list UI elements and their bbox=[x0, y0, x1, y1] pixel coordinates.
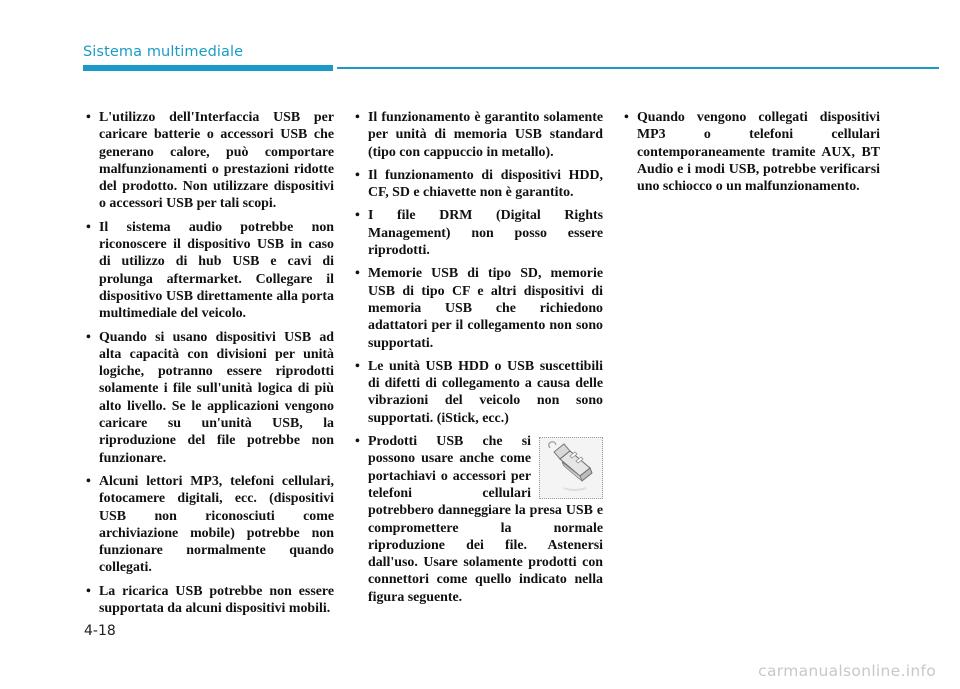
bullet-glyph: • bbox=[86, 110, 91, 125]
column-2 bbox=[355, 109, 603, 612]
bullet-glyph: • bbox=[355, 434, 360, 450]
bullet-glyph: • bbox=[86, 219, 91, 235]
item-text: Prodotti USB che si possono usare anche come portachiavi o accessori per telefoni cellulari potrebbero danneggiare la presa USB e compromettere la normale riproduzione dei file. Astenersi dall'uso. Usare solamente prodotti con connettori come quello indicato nella figura seguente. bbox=[368, 434, 603, 605]
list-item bbox=[624, 109, 880, 195]
bullet-glyph: • bbox=[355, 110, 360, 125]
bullet-list bbox=[86, 109, 334, 617]
bullet-glyph: • bbox=[355, 266, 360, 282]
bullet-glyph: • bbox=[355, 358, 360, 374]
item-text: Quando si usano dispositivi USB ad alta capacità con divisioni per unità logiche, potranno essere riprodotti solamente i file sull'unità logica di più alto livello. Se le applicazioni vengono caricare su un'unità USB, la riproduzione del file potrebbe non funzionare. bbox=[99, 329, 334, 466]
item-text: Memorie USB di tipo SD, memorie USB di tipo CF e altri dispositivi di memoria USB che richiedono adattatori per il collegamento non sono supportati. bbox=[368, 266, 603, 351]
bullet-glyph: • bbox=[86, 473, 91, 489]
item-text: Alcuni lettori MP3, telefoni cellulari, fotocamere digitali, ecc. (dispositivi USB non riconosciuti come archiviazione mobile) potrebbe non funzionare normalmente quando collegati. bbox=[99, 473, 334, 576]
section-title: Sistema multimediale bbox=[83, 44, 244, 60]
item-text: Il funzionamento è garantito solamente per unità di memoria USB standard (tipo con cappuccio in metallo). bbox=[368, 110, 603, 160]
list-item bbox=[86, 219, 334, 323]
list-item bbox=[86, 109, 334, 213]
list-item bbox=[86, 329, 334, 467]
bullet-glyph: • bbox=[86, 329, 91, 345]
item-text: Il funzionamento di dispositivi HDD, CF, SD e chiavette non è garantito. bbox=[368, 167, 603, 201]
list-item bbox=[355, 433, 603, 606]
page-number: 4-18 bbox=[84, 623, 116, 639]
list-item bbox=[355, 358, 603, 427]
column-1 bbox=[86, 109, 334, 623]
usb-flash-drive-icon bbox=[540, 438, 602, 498]
list-item bbox=[355, 109, 603, 161]
list-item bbox=[355, 207, 603, 259]
bullet-glyph: • bbox=[86, 583, 91, 599]
watermark: carmanualsonline.info bbox=[758, 662, 936, 680]
usb-figure bbox=[539, 437, 603, 499]
bullet-glyph: • bbox=[355, 167, 360, 183]
bullet-glyph: • bbox=[624, 110, 629, 125]
bullet-glyph: • bbox=[355, 208, 360, 224]
bullet-list bbox=[355, 109, 603, 606]
list-item bbox=[86, 473, 334, 577]
item-text: L'utilizzo dell'Interfaccia USB per caricare batterie o accessori USB che generano calore, può comportare malfunzionamenti o prestazioni ridotte del prodotto. Non utilizzare dispositivi o accessori USB per tali scopi. bbox=[99, 110, 334, 212]
item-text: Le unità USB HDD o USB suscettibili di difetti di collegamento a causa delle vibrazioni del veicolo non sono supportati. (iStick, ecc.) bbox=[368, 358, 603, 426]
list-item bbox=[355, 167, 603, 202]
list-item bbox=[355, 265, 603, 351]
bullet-list bbox=[624, 109, 880, 195]
header-rule-thick bbox=[83, 65, 333, 71]
item-text: Quando vengono collegati dispositivi MP3 o telefoni cellulari contemporaneamente tramite AUX, BT Audio e i modi USB, potrebbe verificarsi uno schiocco o un malfunzionamento. bbox=[637, 110, 880, 195]
header-rule-thin bbox=[337, 67, 939, 69]
item-text: Il sistema audio potrebbe non riconoscere il dispositivo USB in caso di utilizzo di hub USB e cavi di prolunga aftermarket. Collegare il dispositivo USB direttamente alla porta multimediale del veicolo. bbox=[99, 219, 334, 322]
column-3 bbox=[624, 109, 880, 201]
list-item bbox=[86, 583, 334, 618]
item-text: I file DRM (Digital Rights Management) non posso essere riprodotti. bbox=[368, 208, 603, 259]
item-text: La ricarica USB potrebbe non essere supportata da alcuni dispositivi mobili. bbox=[99, 583, 334, 617]
